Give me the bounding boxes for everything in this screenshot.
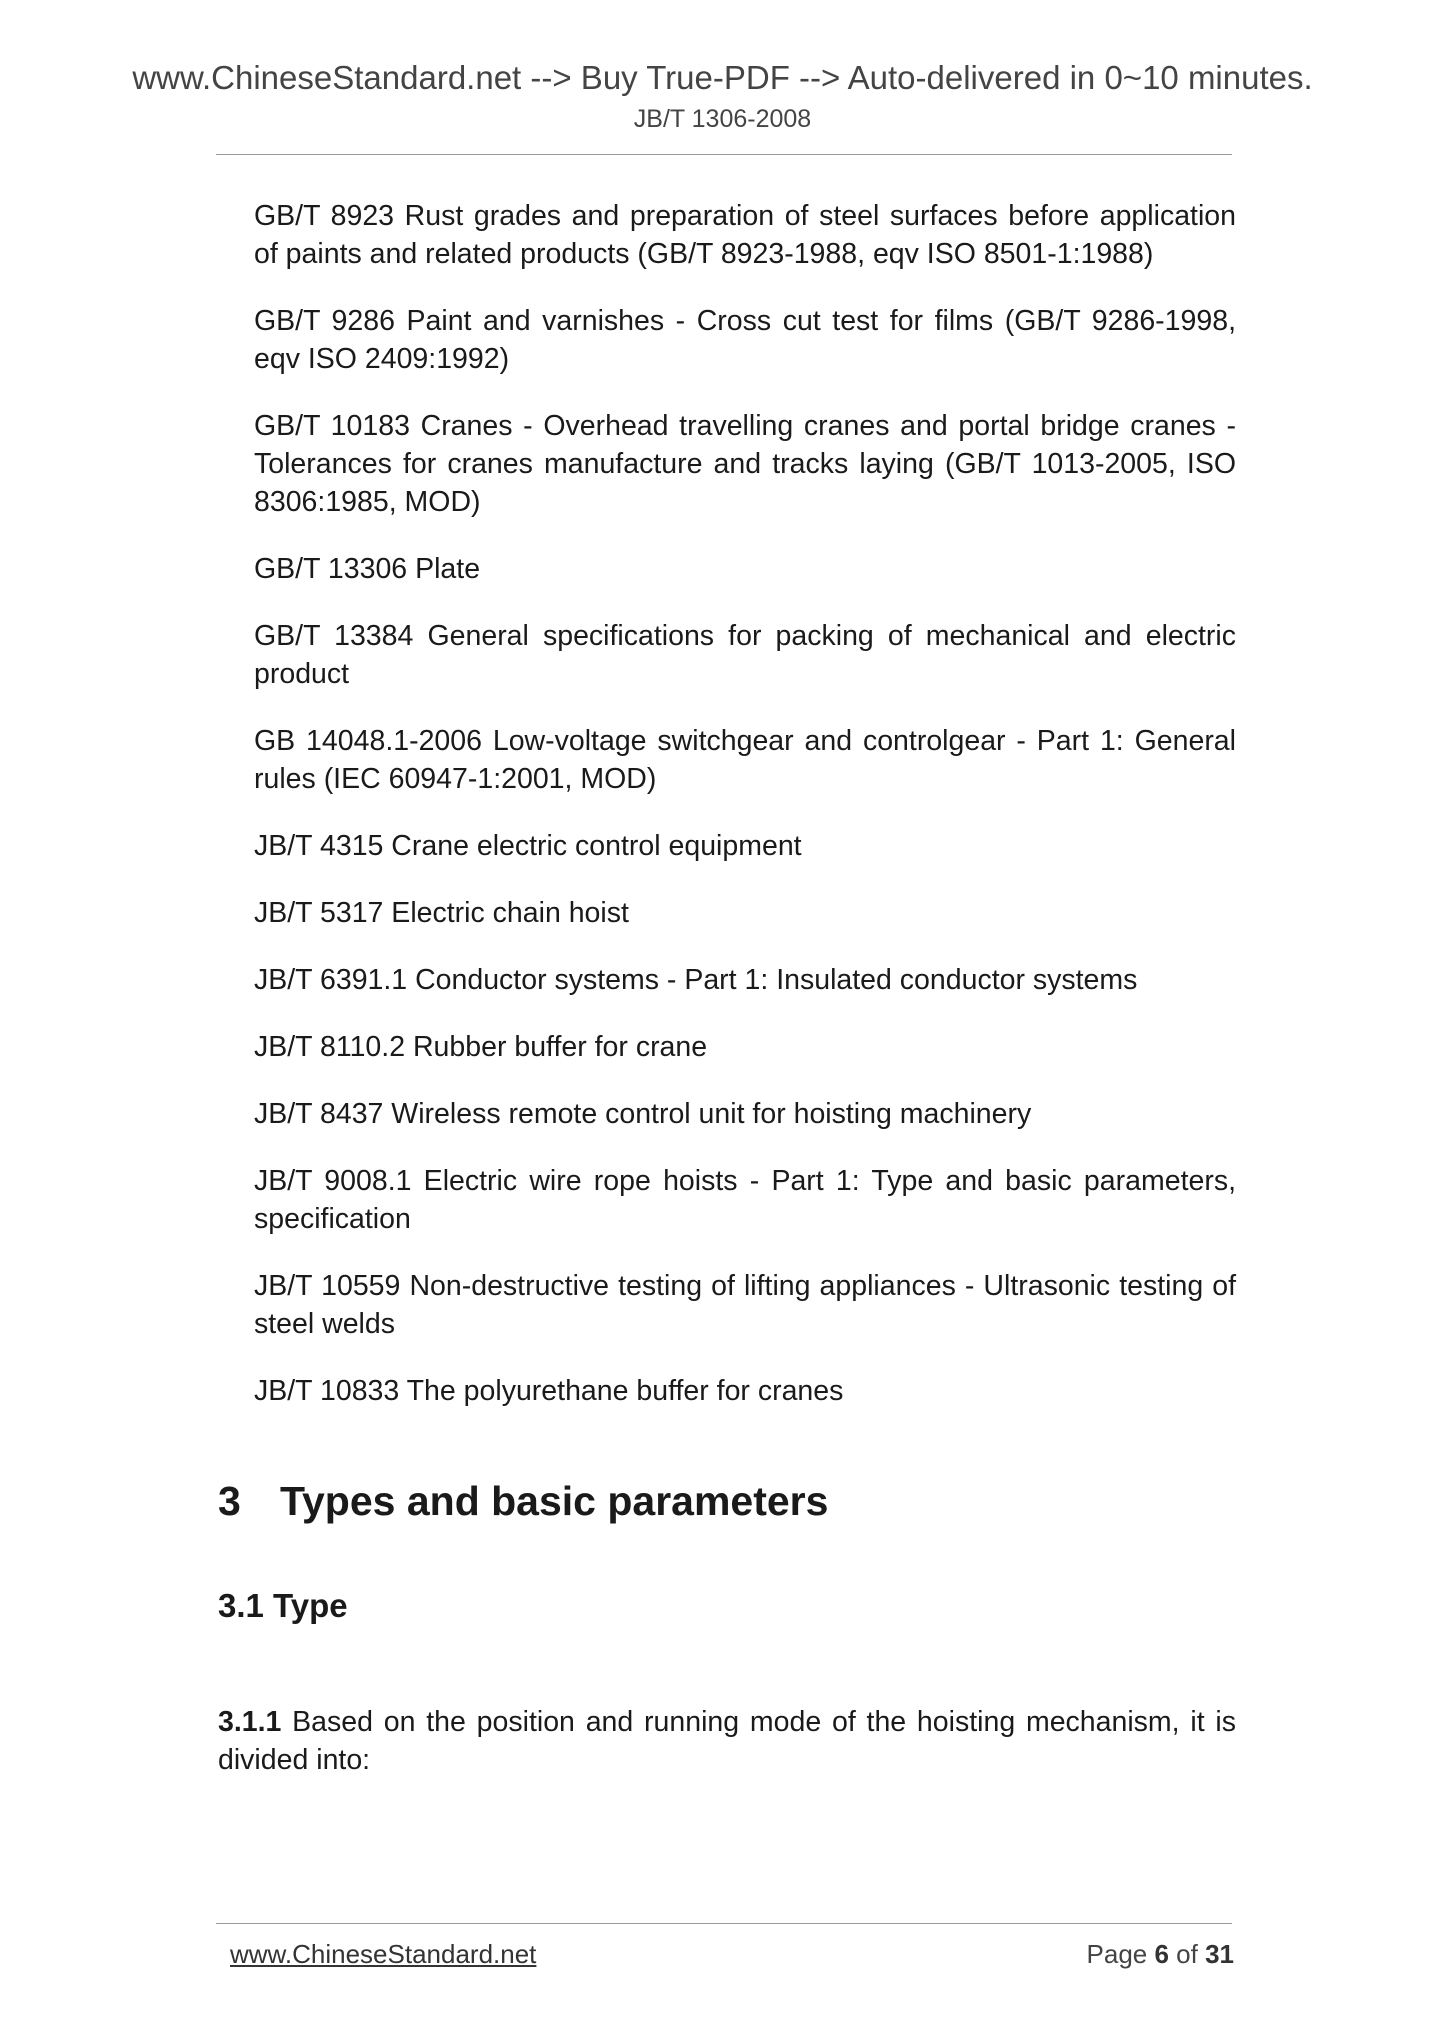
- reference-item: GB/T 10183 Cranes - Overhead travelling cranes and portal bridge cranes - Tolerances for cranes manufacture and tracks laying (GB/T 1013-2005, ISO 8306:1985, MOD): [254, 410, 1236, 518]
- reference-item: GB 14048.1-2006 Low-voltage switchgear and controlgear - Part 1: General rules (IEC 60947-1:2001, MOD): [254, 725, 1236, 795]
- reference-item: JB/T 9008.1 Electric wire rope hoists - Part 1: Type and basic parameters, specification: [254, 1165, 1236, 1235]
- reference-item: GB/T 13306 Plate: [254, 553, 481, 585]
- page-current: 6: [1154, 1939, 1169, 1969]
- clause-text: Based on the position and running mode of the hoisting mechanism, it is divided into:: [218, 1705, 1236, 1776]
- document-code: JB/T 1306-2008: [633, 105, 812, 133]
- footer-divider: [216, 1923, 1232, 1924]
- page-indicator: [1087, 1938, 1234, 1970]
- subsection-heading: 3.1 Type: [218, 1587, 348, 1624]
- header-divider: [216, 154, 1232, 155]
- reference-item: JB/T 4315 Crane electric control equipment: [254, 830, 802, 862]
- section-heading: [218, 1476, 828, 1526]
- page-of: of: [1168, 1939, 1206, 1969]
- page-total: 31: [1205, 1939, 1234, 1969]
- reference-item: JB/T 5317 Electric chain hoist: [254, 897, 629, 929]
- page-label: Page: [1086, 1939, 1155, 1969]
- clause-number: 3.1.1: [218, 1705, 282, 1738]
- section-title-text: Types and basic parameters: [280, 1478, 829, 1524]
- header-site-banner: www.ChineseStandard.net --> Buy True-PDF --> Auto-delivered in 0~10 minutes.: [132, 59, 1313, 96]
- reference-item: JB/T 10833 The polyurethane buffer for cranes: [254, 1375, 844, 1407]
- section-number: 3: [218, 1478, 241, 1524]
- normative-references-list: [254, 197, 1236, 1439]
- reference-item: GB/T 8923 Rust grades and preparation of steel surfaces before application of paints and related products (GB/T 8923-1988, eqv ISO 8501-1:1988): [254, 200, 1236, 270]
- reference-item: JB/T 6391.1 Conductor systems - Part 1: Insulated conductor systems: [254, 964, 1138, 996]
- clause-paragraph: [218, 1703, 1236, 1779]
- reference-item: JB/T 10559 Non-destructive testing of lifting appliances - Ultrasonic testing of steel welds: [254, 1270, 1236, 1340]
- reference-item: JB/T 8437 Wireless remote control unit for hoisting machinery: [254, 1098, 1032, 1130]
- footer-site-link[interactable]: www.ChineseStandard.net: [230, 1939, 537, 1969]
- reference-item: JB/T 8110.2 Rubber buffer for crane: [254, 1031, 708, 1063]
- reference-item: GB/T 13384 General specifications for packing of mechanical and electric product: [254, 620, 1236, 690]
- reference-item: GB/T 9286 Paint and varnishes - Cross cut test for films (GB/T 9286-1998, eqv ISO 2409:1992): [254, 305, 1236, 375]
